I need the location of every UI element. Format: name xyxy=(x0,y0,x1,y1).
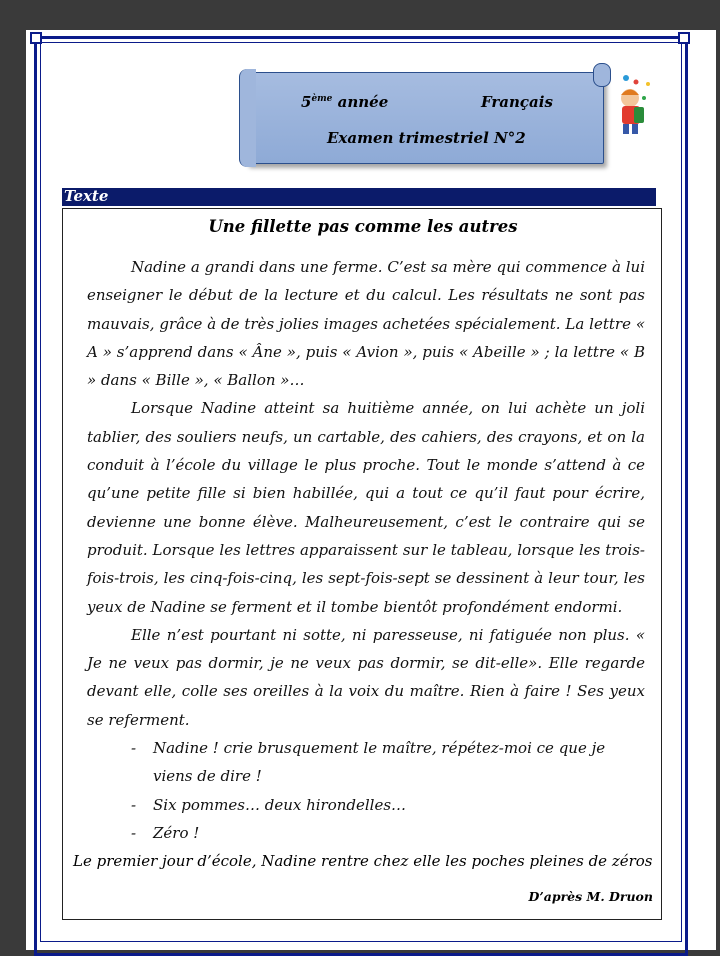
schoolchild-illustration-icon xyxy=(608,74,658,144)
dialogue-dash: - xyxy=(131,823,137,842)
paragraph: Lorsque Nadine atteint sa huitième année, on lui achète un joli tablier, des souliers neufs, un cartable, des cahiers, des crayons, et on la conduit à l’école du village le plus proche. Tout le monde s’attend à ce qu’une petite fille si bien habillée, qui a tout ce qu’il faut pour écrire, devienne une bonne élève. Malheureusement, c’est le contraire qui se produit. Lorsque les lettres apparaissent sur le tableau, lorsque les trois-fois-trois, les cinq-fois-cinq, les sept-fois-sept se dessinent à leur tour, les yeux de Nadine se ferment et il tombe bientôt profondément endormi. xyxy=(87,399,645,616)
dialogue-line xyxy=(87,791,645,819)
level-number: 5 xyxy=(301,93,312,111)
border-corner-ornament xyxy=(30,32,42,44)
section-header-bar xyxy=(62,188,656,206)
paragraph: Nadine a grandi dans une ferme. C’est sa mère qui commence à lui enseigner le début de la lecture et du calcul. Les résultats ne sont pas mauvais, grâce à de très jolies images achetées spécialement. La lettre « A » s’apprend dans « Âne », puis « Avion », puis « Abeille » ; la lettre « B » dans « Bille », « Ballon »… xyxy=(87,258,645,390)
dialogue-dash: - xyxy=(131,795,137,814)
closing-sentence: Le premier jour d’école, Nadine rentre chez elle les poches pleines de zéros xyxy=(73,852,653,870)
dialogue-line xyxy=(87,819,645,847)
subject-label: Français xyxy=(481,93,553,111)
dialogue-text: Zéro ! xyxy=(153,823,200,842)
class-level xyxy=(301,93,388,111)
dialogue-dash: - xyxy=(131,739,137,758)
author-credit: D’après M. Druon xyxy=(528,889,653,904)
border-corner-ornament xyxy=(678,32,690,44)
text-title: Une fillette pas comme les autres xyxy=(208,217,518,236)
dialogue-line xyxy=(87,734,645,791)
dialogue-text: Six pommes… deux hirondelles… xyxy=(153,795,407,814)
level-superscript: ème xyxy=(311,94,333,104)
exam-title: Examen trimestriel N°2 xyxy=(327,129,526,147)
level-word: année xyxy=(337,93,389,111)
text-body xyxy=(87,253,645,847)
section-label: Texte xyxy=(64,187,109,205)
header-scroll-banner xyxy=(246,72,604,164)
reading-text-box xyxy=(62,208,662,920)
scroll-curl-left xyxy=(239,69,256,167)
dialogue-text: Nadine ! crie brusquement le maître, répétez-moi ce que je viens de dire ! xyxy=(153,739,606,786)
paragraph: Elle n’est pourtant ni sotte, ni paresseuse, ni fatiguée non plus. « Je ne veux pas dormir, je ne veux pas dormir, se dit-elle». Elle regarde devant elle, colle ses oreilles à la voix du maître. Rien à faire ! Ses yeux se referment. xyxy=(87,625,645,729)
